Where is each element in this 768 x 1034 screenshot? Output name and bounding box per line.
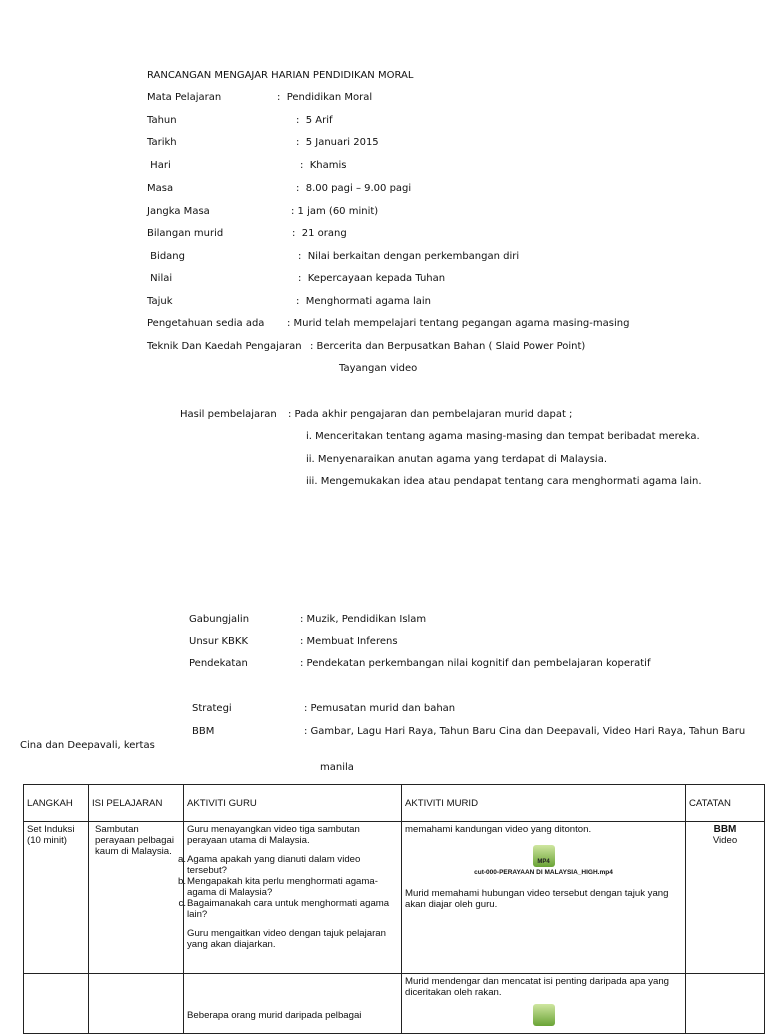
video-file-name: cut-000-PERAYAAN DI MALAYSIA_HIGH.mp4	[474, 869, 613, 876]
field-value: : Murid telah mempelajari tentang pegangan agama masing-masing	[287, 318, 630, 329]
cell-catatan	[686, 822, 765, 974]
gabungjalin-label: Gabungjalin	[189, 614, 250, 625]
field-value: : 8.00 pagi – 9.00 pagi	[296, 183, 412, 194]
cell-isi	[89, 974, 184, 1034]
guru-question: a. Agama apakah yang dianuti dalam video tersebut?	[177, 854, 361, 876]
field-value: : Nilai berkaitan dengan perkembangan diri	[298, 251, 520, 262]
field-value: : Kepercayaan kepada Tuhan	[298, 273, 446, 284]
cell-langkah: Set Induksi (10 minit)	[24, 822, 89, 974]
guru-intro: Guru menayangkan video tiga sambutan perayaan utama di Malaysia.	[187, 824, 360, 846]
table-row	[24, 974, 765, 1034]
bbm-value: : Gambar, Lagu Hari Raya, Tahun Baru Cina dan Deepavali, Video Hari Raya, Tahun Baru	[304, 726, 746, 737]
cell-guru	[184, 974, 402, 1034]
video-file-icon	[533, 1004, 555, 1026]
field-label: Hari	[147, 160, 171, 171]
bbm-wrap: Cina dan Deepavali, kertas	[20, 740, 155, 751]
cell-murid	[402, 822, 686, 974]
table-header-row	[24, 785, 765, 822]
cell-isi: Sambutan perayaan pelbagai kaum di Malaysia.	[89, 822, 184, 974]
lesson-table	[23, 784, 765, 1034]
strategi-label: Strategi	[192, 703, 232, 714]
murid-activity: Murid mendengar dan mencatat isi penting daripada apa yang diceritakan oleh rakan.	[405, 976, 670, 998]
video-file-icon: MP4	[533, 845, 555, 867]
bbm-wrap-2: manila	[320, 762, 354, 773]
hasil-item: iii. Mengemukakan idea atau pendapat tentang cara menghormati agama lain.	[306, 476, 702, 487]
field-label: Mata Pelajaran	[147, 92, 222, 103]
col-header-catatan: CATATAN	[686, 785, 765, 822]
field-label: Bidang	[147, 251, 185, 262]
murid-activity: memahami kandungan video yang ditonton.	[405, 824, 592, 835]
bbm-label: BBM	[192, 726, 215, 737]
video-file-attachment[interactable]	[405, 1004, 682, 1028]
col-header-isi: ISI PELAJARAN	[89, 785, 184, 822]
field-value: : 5 Januari 2015	[296, 137, 379, 148]
kbkk-label: Unsur KBKK	[189, 636, 249, 647]
field-value: : 21 orang	[292, 228, 347, 239]
hasil-label: Hasil pembelajaran	[180, 409, 277, 420]
field-label: Nilai	[147, 273, 173, 284]
cell-murid	[402, 974, 686, 1034]
field-label: Pengetahuan sedia ada	[147, 318, 265, 329]
guru-question: b. Mengapakah kita perlu menghormati agama-agama di Malaysia?	[177, 876, 378, 898]
strategi-value: : Pemusatan murid dan bahan	[304, 703, 456, 714]
document-title: RANCANGAN MENGAJAR HARIAN PENDIDIKAN MORAL	[147, 70, 414, 81]
catatan-bbm: BBM	[713, 824, 737, 835]
field-value: : Bercerita dan Berpusatkan Bahan ( Slaid Power Point)	[310, 341, 586, 352]
field-label: Tahun	[147, 115, 177, 126]
field-value: : Khamis	[300, 160, 347, 171]
murid-activity: Murid memahami hubungan video tersebut dengan tajuk yang akan diajar oleh guru.	[405, 888, 669, 910]
field-label: Teknik Dan Kaedah Pengajaran	[147, 341, 302, 352]
cell-langkah	[24, 974, 89, 1034]
hasil-item: i. Menceritakan tentang agama masing-masing dan tempat beribadat mereka.	[306, 431, 700, 442]
kbkk-value: : Membuat Inferens	[300, 636, 398, 647]
col-header-langkah: LANGKAH	[24, 785, 89, 822]
field-label: Bilangan murid	[147, 228, 224, 239]
field-value: : 1 jam (60 minit)	[291, 206, 379, 217]
guru-activity: Beberapa orang murid daripada pelbagai	[187, 1010, 362, 1021]
guru-question: c. Bagaimanakah cara untuk menghormati agama lain?	[178, 898, 390, 920]
field-label: Tajuk	[147, 296, 173, 307]
field-value: : Pendidikan Moral	[277, 92, 373, 103]
field-label: Tarikh	[147, 137, 177, 148]
hasil-item: ii. Menyenaraikan anutan agama yang terdapat di Malaysia.	[306, 454, 608, 465]
cell-guru	[177, 822, 402, 974]
pendekatan-value: : Pendekatan perkembangan nilai kognitif dan pembelajaran koperatif	[300, 658, 651, 669]
col-header-guru: AKTIVITI GURU	[184, 785, 402, 822]
field-label: Masa	[147, 183, 174, 194]
video-file-attachment[interactable]	[405, 845, 682, 876]
guru-closing: Guru mengaitkan video dengan tajuk pelajaran yang akan diajarkan.	[187, 928, 386, 950]
field-value: : 5 Arif	[296, 115, 333, 126]
hasil-value: : Pada akhir pengajaran dan pembelajaran murid dapat ;	[288, 409, 573, 420]
teknik-continuation: Tayangan video	[339, 363, 418, 374]
col-header-murid: AKTIVITI MURID	[402, 785, 686, 822]
field-value: : Menghormati agama lain	[296, 296, 432, 307]
catatan-value: Video	[712, 835, 738, 846]
gabungjalin-value: : Muzik, Pendidikan Islam	[300, 614, 427, 625]
cell-catatan	[686, 974, 765, 1034]
pendekatan-label: Pendekatan	[189, 658, 248, 669]
field-label: Jangka Masa	[147, 206, 210, 217]
table-row	[24, 822, 765, 974]
